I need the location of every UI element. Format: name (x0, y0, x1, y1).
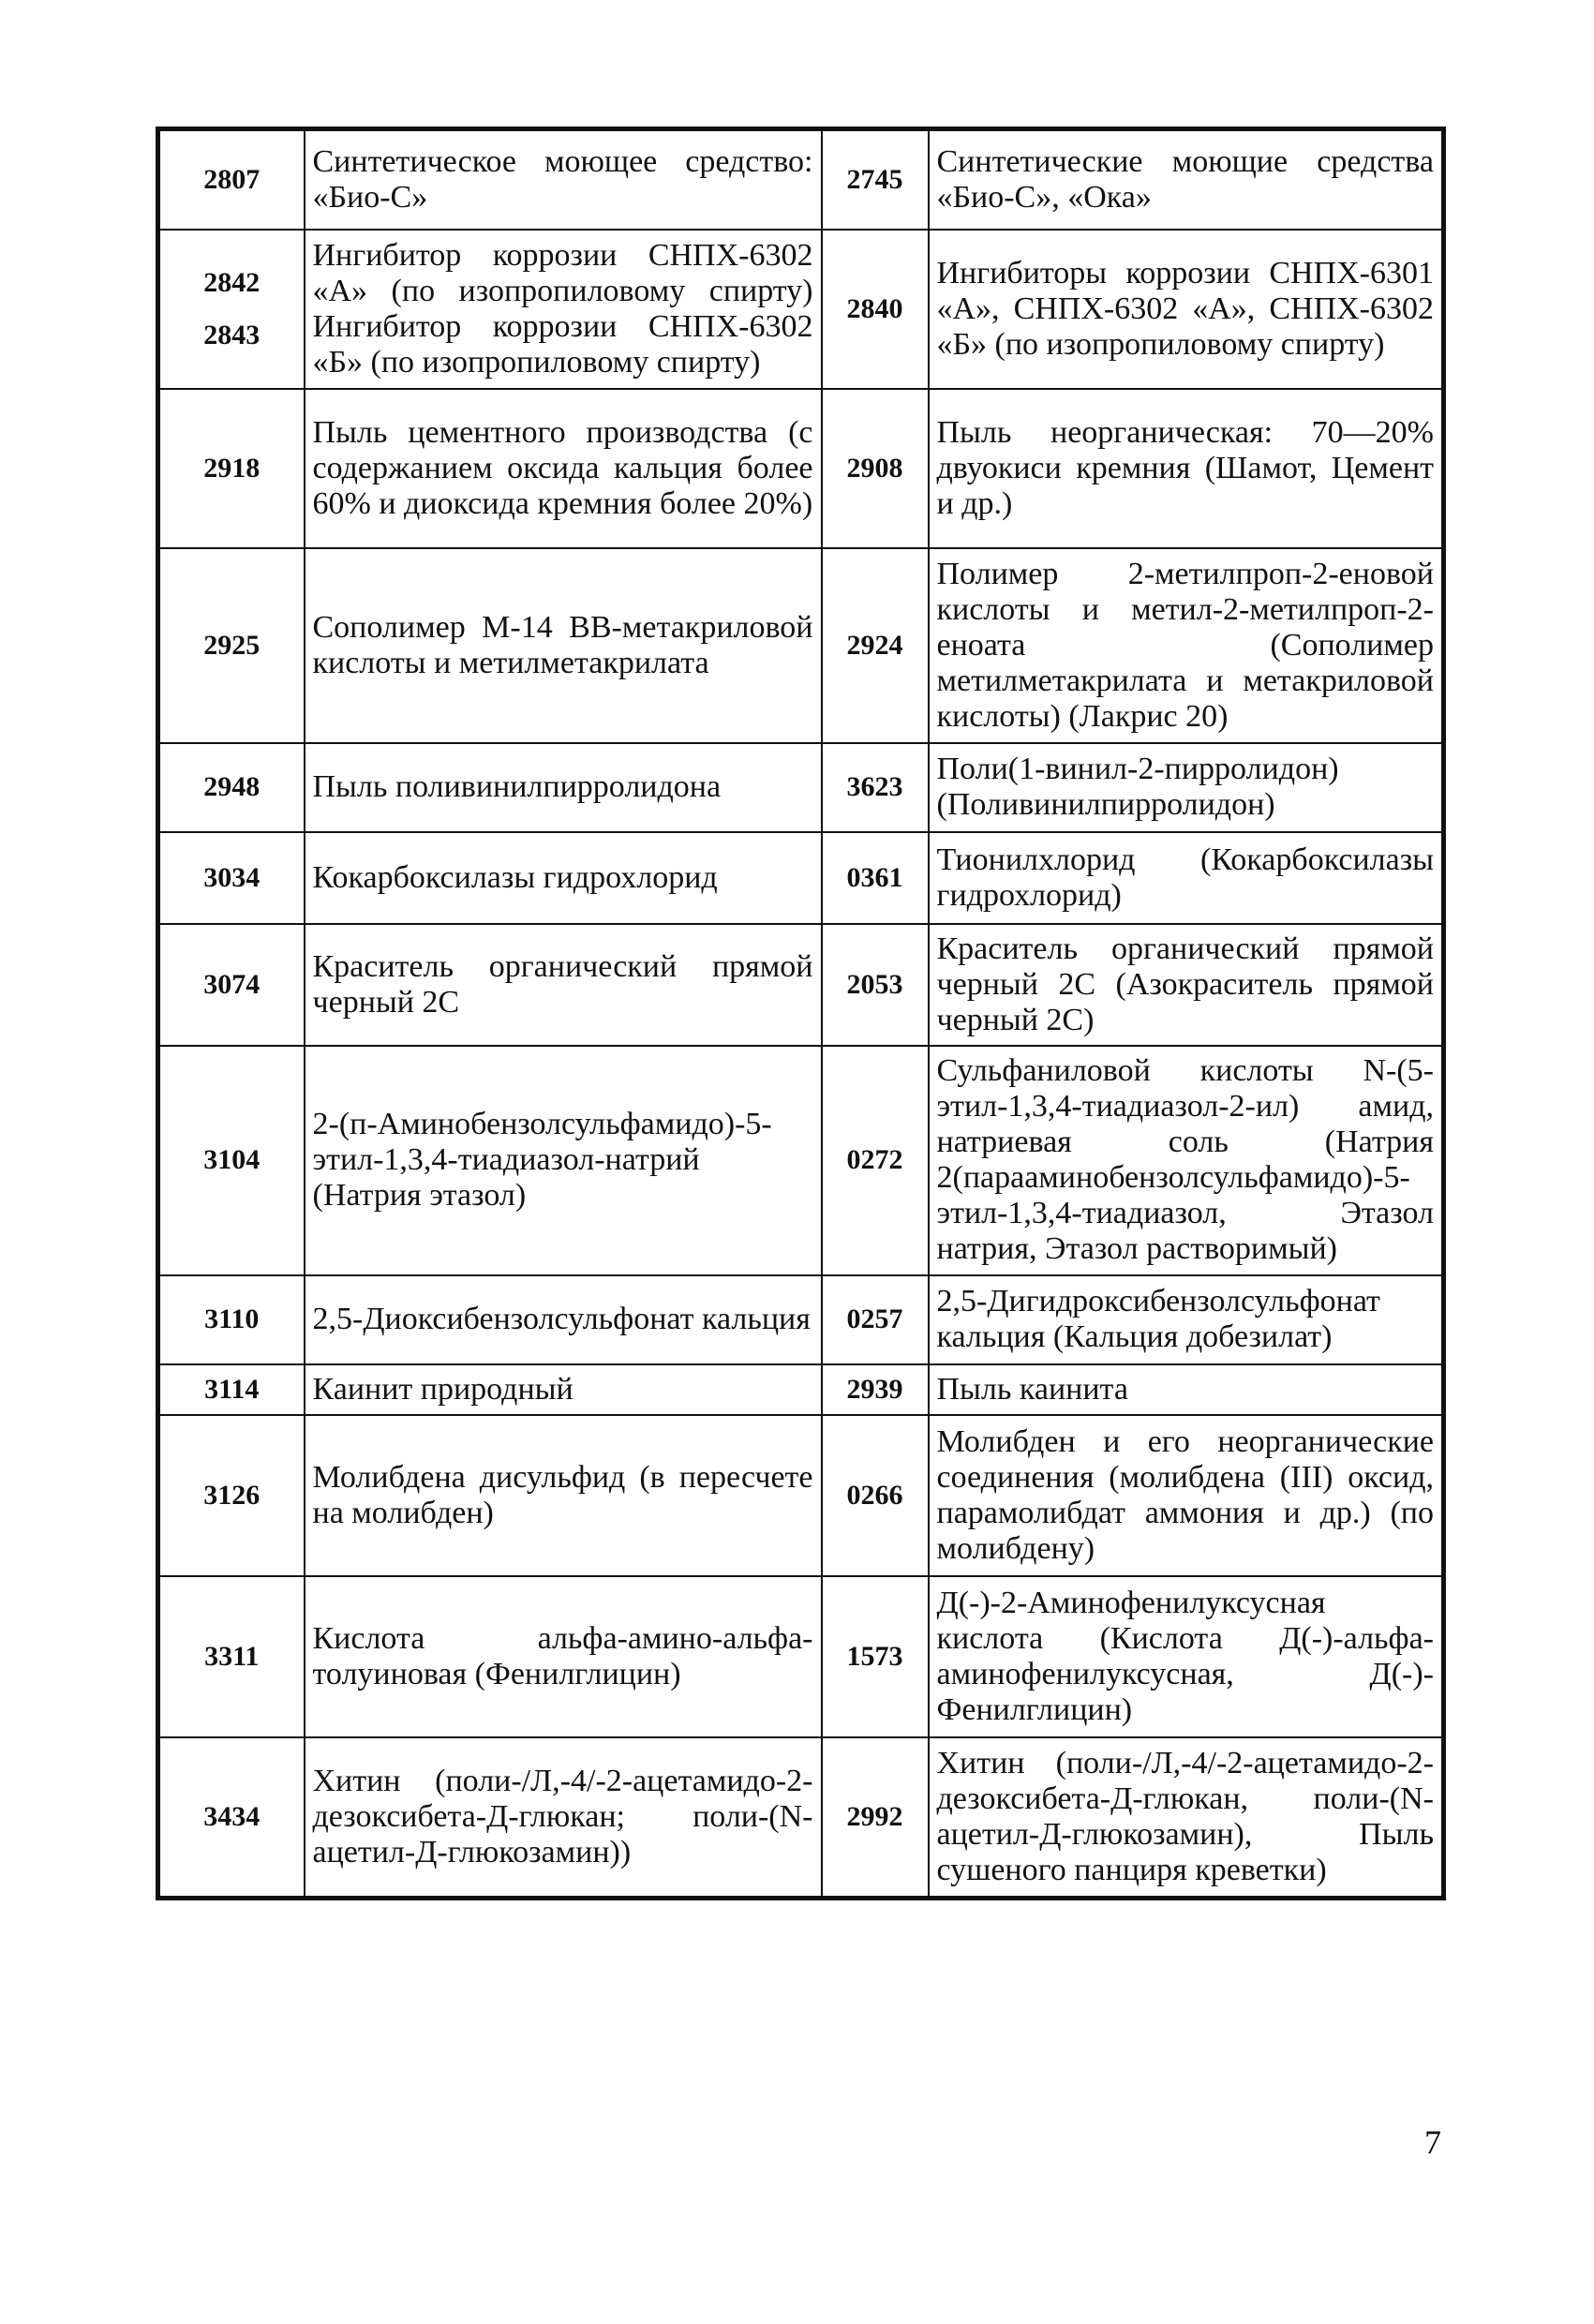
name-cell: Кокарбоксилазы гидрохлорид (305, 832, 822, 924)
table-row (158, 832, 1444, 924)
ref-code-cell: 2924 (822, 548, 929, 743)
ref-code-cell: 2992 (822, 1737, 929, 1899)
ref-name-cell: Краситель органический прямой черный 2С (Азокраситель прямой черный 2С) (929, 924, 1444, 1046)
name-cell: Пыль цементного производства (с содержанием оксида кальция более 60% и диоксида кремния более 20%) (305, 389, 822, 548)
ref-code-cell: 2939 (822, 1364, 929, 1415)
table-row (158, 129, 1444, 230)
code-cell: 3104 (158, 1046, 305, 1275)
code-cell: 3126 (158, 1415, 305, 1576)
code-cell (158, 230, 305, 389)
ref-name-cell: Пыль неорганическая: 70—20% двуокиси кремния (Шамот, Цемент и др.) (929, 389, 1444, 548)
substance-table (156, 127, 1446, 1900)
ref-name-cell: Полимер 2-метилпроп-2-еновой кислоты и метил-2-метилпроп-2-еноата (Сополимер метилметакрилата и метакриловой кислоты) (Лакрис 20) (929, 548, 1444, 743)
name-cell: Каинит природный (305, 1364, 822, 1415)
code-value: 2843 (203, 319, 261, 350)
ref-code-cell: 3623 (822, 743, 929, 832)
table-row (158, 924, 1444, 1046)
ref-name-cell: Синтетические моющие средства «Био-С», «Ока» (929, 129, 1444, 230)
code-cell: 3311 (158, 1576, 305, 1737)
name-cell: Пыль поливинилпирролидона (305, 743, 822, 832)
ref-code-cell: 0257 (822, 1275, 929, 1364)
ref-code-cell: 0361 (822, 832, 929, 924)
ref-code-cell: 2908 (822, 389, 929, 548)
ref-name-cell: Поли(1-винил-2-пирролидон) (Поливинилпирролидон) (929, 743, 1444, 832)
ref-name-cell: Молибден и его неорганические соединения (молибдена (III) оксид, парамолибдат аммония и др.) (по молибдену) (929, 1415, 1444, 1576)
table-row (158, 1275, 1444, 1364)
code-value: 2842 (203, 266, 261, 298)
ref-code-cell: 0272 (822, 1046, 929, 1275)
table-row (158, 1737, 1444, 1899)
code-cell: 3110 (158, 1275, 305, 1364)
page-number: 7 (1424, 2123, 1441, 2161)
name-cell: Сополимер М-14 ВВ-метакриловой кислоты и метилметакрилата (305, 548, 822, 743)
name-cell: Кислота альфа-амино-альфа-толуиновая (Фенилглицин) (305, 1576, 822, 1737)
code-cell: 3114 (158, 1364, 305, 1415)
table-row (158, 1046, 1444, 1275)
name-cell: Синтетическое моющее средство: «Био-С» (305, 129, 822, 230)
table-row (158, 548, 1444, 743)
code-cell: 2925 (158, 548, 305, 743)
code-cell: 3434 (158, 1737, 305, 1899)
ref-name-cell: Хитин (поли-/Л,-4/-2-ацетамидо-2-дезоксибета-Д-глюкан, поли-(N-ацетил-Д-глюкозамин), Пыль сушеного панциря креветки) (929, 1737, 1444, 1899)
ref-name-cell: Тионилхлорид (Кокарбоксилазы гидрохлорид) (929, 832, 1444, 924)
code-cell: 2948 (158, 743, 305, 832)
ref-name-cell: Пыль каинита (929, 1364, 1444, 1415)
ref-code-cell: 0266 (822, 1415, 929, 1576)
name-cell: Краситель органический прямой черный 2С (305, 924, 822, 1046)
table-row (158, 1576, 1444, 1737)
code-cell: 2918 (158, 389, 305, 548)
table-row (158, 230, 1444, 389)
ref-code-cell: 2840 (822, 230, 929, 389)
table-row (158, 1415, 1444, 1576)
table-row (158, 743, 1444, 832)
ref-code-cell: 2745 (822, 129, 929, 230)
name-cell: 2,5-Диоксибензолсульфонат кальция (305, 1275, 822, 1364)
name-cell: Молибдена дисульфид (в пересчете на молибден) (305, 1415, 822, 1576)
table-row (158, 1364, 1444, 1415)
name-cell: 2-(п-Аминобензолсульфамидо)-5-этил-1,3,4-тиадиазол-натрий (Натрия этазол) (305, 1046, 822, 1275)
ref-name-cell: 2,5-Дигидроксибензолсульфонат кальция (Кальция добезилат) (929, 1275, 1444, 1364)
name-cell: Ингибитор коррозии СНПХ-6302 «А» (по изопропиловому спирту) Ингибитор коррозии СНПХ-6302 «Б» (по изопропиловому спирту) (305, 230, 822, 389)
ref-code-cell: 2053 (822, 924, 929, 1046)
name-cell: Хитин (поли-/Л,-4/-2-ацетамидо-2-дезоксибета-Д-глюкан; поли-(N-ацетил-Д-глюкозамин)) (305, 1737, 822, 1899)
ref-code-cell: 1573 (822, 1576, 929, 1737)
ref-name-cell: Ингибиторы коррозии СНПХ-6301 «А», СНПХ-6302 «А», СНПХ-6302 «Б» (по изопропиловому спирту) (929, 230, 1444, 389)
table-row (158, 389, 1444, 548)
code-cell: 3034 (158, 832, 305, 924)
code-cell: 2807 (158, 129, 305, 230)
ref-name-cell: Д(-)-2-Аминофенилуксусная кислота (Кислота Д(-)-альфа-аминофенилуксусная, Д(-)-Фенилглицин) (929, 1576, 1444, 1737)
ref-name-cell: Сульфаниловой кислоты N-(5-этил-1,3,4-тиадиазол-2-ил) амид, натриевая соль (Натрия 2(парааминобензолсульфамидо)-5-этил-1,3,4-тиадиазол, Этазол натрия, Этазол растворимый) (929, 1046, 1444, 1275)
code-cell: 3074 (158, 924, 305, 1046)
